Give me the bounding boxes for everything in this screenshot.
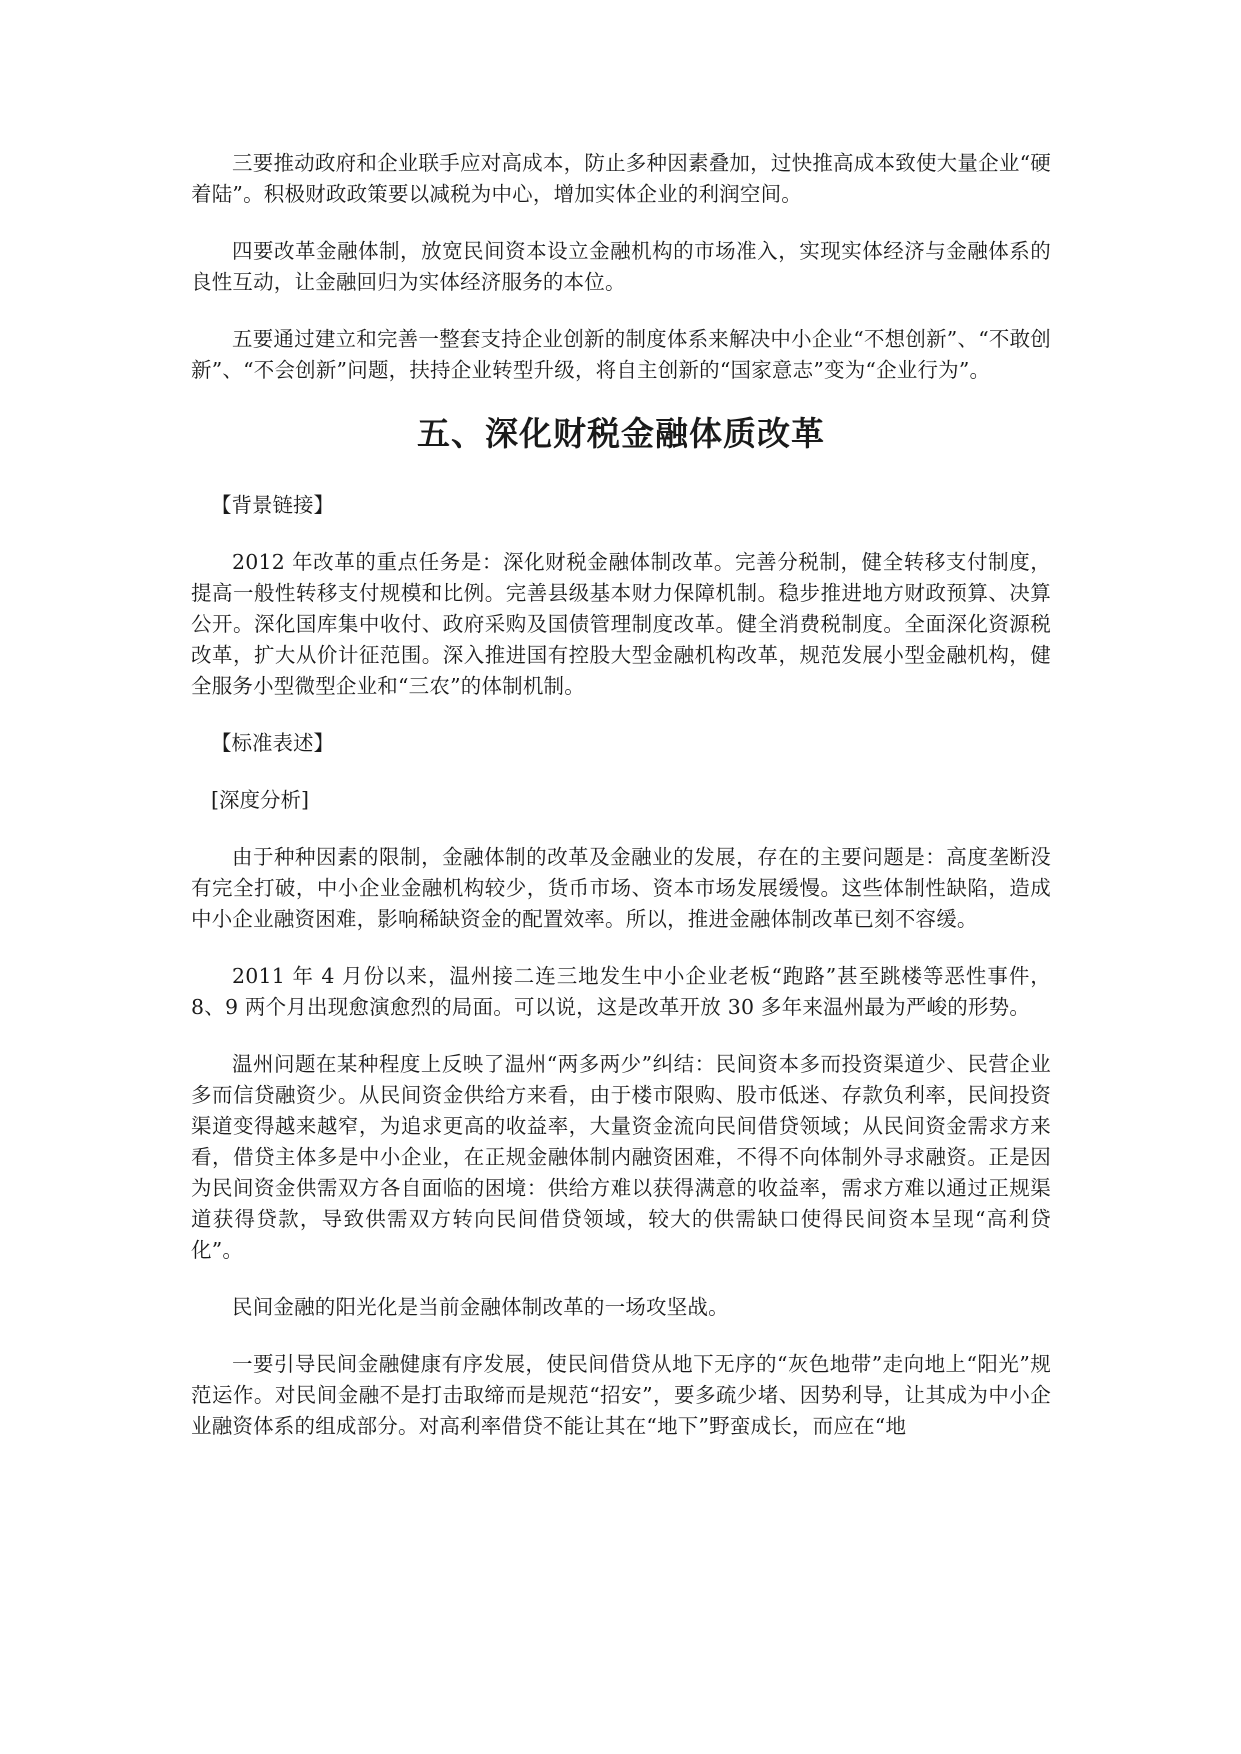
paragraph-analysis-guide-private-finance: 一要引导民间金融健康有序发展，使民间借贷从地下无序的“灰色地带”走向地上“阳光”规范运作。对民间金融不是打击取缔而是规范“招安”，要多疏少堵、因势利导，让其成为中小企业融资体系的组成部分。对高利率借贷不能让其在“地下”野蛮成长，而应在“地	[191, 1352, 1051, 1438]
paragraph-analysis-problems: 由于种种因素的限制，金融体制的改革及金融业的发展，存在的主要问题是：高度垄断没有完全打破，中小企业金融机构较少，货币市场、资本市场发展缓慢。这些体制性缺陷，造成中小企业融资困难，影响稀缺资金的配置效率。所以，推进金融体制改革已刻不容缓。	[191, 845, 1051, 931]
label-background-link: 【背景链接】	[211, 493, 334, 517]
paragraph-analysis-private-finance: 民间金融的阳光化是当前金融体制改革的一场攻坚战。	[232, 1295, 729, 1319]
paragraph-reduce-costs: 三要推动政府和企业联手应对高成本，防止多种因素叠加，过快推高成本致使大量企业“硬着陆”。积极财政政策要以减税为中心，增加实体企业的利润空间。	[191, 151, 1051, 206]
paragraph-analysis-wenzhou-2011: 2011 年 4 月份以来，温州接二连三地发生中小企业老板“跑路”甚至跳楼等恶性事件，8、9 两个月出现愈演愈烈的局面。可以说，这是改革开放 30 多年来温州最为严峻的形势。	[191, 964, 1051, 1019]
paragraph-analysis-two-more-two-less: 温州问题在某种程度上反映了温州“两多两少”纠结：民间资本多而投资渠道少、民营企业多而信贷融资少。从民间资金供给方来看，由于楼市限购、股市低迷、存款负利率，民间投资渠道变得越来越窄，为追求更高的收益率，大量资金流向民间借贷领域；从民间资金需求方来看，借贷主体多是中小企业，在正规金融体制内融资困难，不得不向体制外寻求融资。正是因为民间资金供需双方各自面临的困境：供给方难以获得满意的收益率，需求方难以通过正规渠道获得贷款，导致供需双方转向民间借贷领域，较大的供需缺口使得民间资本呈现“高利贷化”。	[191, 1052, 1051, 1262]
document-page	[191, 148, 1051, 1468]
section-title: 五、深化财税金融体质改革	[417, 414, 825, 453]
paragraph-innovation: 五要通过建立和完善一整套支持企业创新的制度体系来解决中小企业“不想创新”、“不敢创新”、“不会创新”问题，扶持企业转型升级，将自主创新的“国家意志”变为“企业行为”。	[191, 327, 1051, 382]
label-standard-statement: 【标准表述】	[211, 731, 334, 755]
paragraph-financial-reform: 四要改革金融体制，放宽民间资本设立金融机构的市场准入，实现实体经济与金融体系的良性互动，让金融回归为实体经济服务的本位。	[191, 239, 1051, 294]
label-deep-analysis: [深度分析]	[211, 788, 309, 812]
paragraph-background: 2012 年改革的重点任务是：深化财税金融体制改革。完善分税制，健全转移支付制度，提高一般性转移支付规模和比例。完善县级基本财力保障机制。稳步推进地方财政预算、决算公开。深化国库集中收付、政府采购及国债管理制度改革。健全消费税制度。全面深化资源税改革，扩大从价计征范围。深入推进国有控股大型金融机构改革，规范发展小型金融机构，健全服务小型微型企业和“三农”的体制机制。	[191, 550, 1051, 698]
